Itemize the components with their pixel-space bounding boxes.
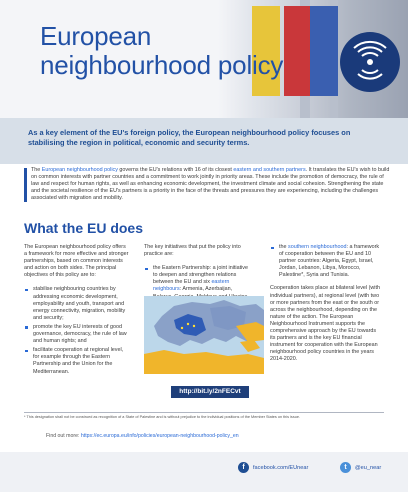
list-item-text: the bbox=[279, 244, 288, 250]
header-flag bbox=[310, 6, 338, 96]
initiatives-intro: The key initiatives that put the policy into practice are: bbox=[144, 244, 241, 258]
lead-accent-bar bbox=[24, 168, 27, 202]
twitter-icon: t bbox=[340, 462, 351, 473]
lead-text: governs the EU's relations with 16 of its closest bbox=[117, 167, 234, 173]
footnote: * This designation shall not be construed as recognition of a State of Palestine and is without prejudice to the individual positions of the Member States on this issue. bbox=[24, 415, 301, 419]
lead-text: . It translates the EU's wish to build on common interests with partner countries and a commitment to work jointly in priority areas. These include the promotion of democracy, the rule of law and respect for human rights, as well as enhancing economic development, the investment climate and social cohesion. Strengthening the state and the societal resilience of the EU's partners is a priority in the face of the threats and pressures they are experiencing, including the challenges associated with migration and mobility. bbox=[31, 167, 390, 202]
facebook-icon: f bbox=[238, 462, 249, 473]
page-title: European neighbourhood policy bbox=[40, 21, 284, 80]
cooperation-paragraph: Cooperation takes place at bilateral level (with individual partners), at regional level (with two or more partners from the east or the south or across the neighbourhood, depending on the nature of the action. The European Neighbourhood Instrument supports the comprehensive approach by the EU towards its partners and is the key EU financial instrument for cooperation with the European neighbourhood policy countries in the years 2014-2020. bbox=[270, 285, 380, 363]
header-banner bbox=[0, 0, 408, 118]
list-item: facilitate cooperation at regional level, for example through the Eastern Partnership and the Union for the Mediterranean. bbox=[24, 347, 130, 375]
column-objectives bbox=[24, 244, 130, 378]
section-title: What the EU does bbox=[24, 220, 144, 236]
list-item bbox=[270, 244, 380, 279]
objectives-intro: The European neighbourhood policy offers a framework for more effective and stronger partnerships, based on common interests and action on both sides. The principal objectives of this policy are to: bbox=[24, 244, 129, 279]
lead-text: The bbox=[31, 167, 42, 173]
find-more bbox=[46, 433, 391, 439]
neighbourhood-map bbox=[144, 296, 264, 374]
eu-stars-logo-icon bbox=[338, 30, 402, 94]
intro-text: As a key element of the EU's foreign policy, the European neighbourhood policy focuses on stabilising the region in political, economic and security terms. bbox=[28, 128, 351, 147]
lead-paragraph bbox=[31, 167, 391, 202]
twitter-label: @eu_near bbox=[355, 464, 382, 471]
southern-list bbox=[270, 244, 380, 279]
facebook-link[interactable] bbox=[238, 462, 308, 473]
find-more-label: Find out more: bbox=[46, 433, 81, 439]
partners-link[interactable]: eastern and southern partners bbox=[233, 167, 306, 173]
eastern-neighbours-link[interactable]: eastern neighbours bbox=[153, 279, 230, 293]
enp-link[interactable]: European neighbourhood policy bbox=[41, 167, 118, 173]
list-item: promote the key EU interests of good governance, democracy, the rule of law and human rights; and bbox=[24, 324, 130, 345]
list-item-text: the Eastern Partnership: a joint initiative to deepen and strengthen relations between the EU and six bbox=[153, 265, 248, 286]
footnote-divider bbox=[24, 412, 384, 413]
twitter-link[interactable] bbox=[340, 462, 381, 473]
list-item-text: : a framework of cooperation between the EU and 10 partner countries: Algeria, Egypt, Israel, Jordan, Lebanon, Libya, Morocco, Palestine*, Syria and Tunisia. bbox=[279, 244, 380, 279]
list-item-text: : Armenia, Azerbaijan, bbox=[179, 286, 233, 293]
map-graphic bbox=[144, 296, 264, 374]
facebook-label: facebook.com/EUnear bbox=[253, 464, 309, 471]
map-link-badge[interactable]: http://bit.ly/2nFECvt bbox=[171, 386, 249, 398]
southern-neighbourhood-link[interactable]: southern neighbourhood bbox=[288, 244, 347, 250]
objectives-list bbox=[24, 286, 130, 375]
column-southern bbox=[270, 244, 380, 364]
find-more-link[interactable]: https://ec.europa.eu/info/policies/european-neighbourhood-policy_en bbox=[80, 433, 239, 439]
list-item: stabilise neighbouring countries by addressing economic development, employability and youth, transport and energy connectivity, migration, mobility and security; bbox=[24, 286, 130, 321]
